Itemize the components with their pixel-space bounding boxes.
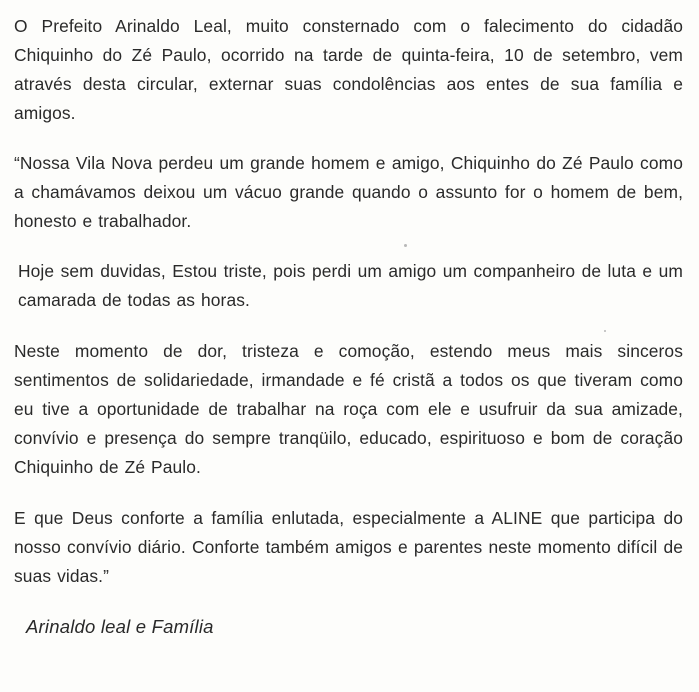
paragraph-quote-opening: “Nossa Vila Nova perdeu um grande homem e amigo, Chiquinho do Zé Paulo como a chamávamos deixou um vácuo grande quando o assunto for o homem de bem, honesto e trabalhador. [14, 153, 683, 231]
scan-speck [404, 244, 407, 247]
paragraph-announcement: O Prefeito Arinaldo Leal, muito consternado com o falecimento do cidadão Chiquinho do Zé Paulo, ocorrido na tarde de quinta-feira, 10 de setembro, vem através desta circular, externar suas condolências aos entes de sua família e amigos. [14, 16, 683, 123]
paragraph-closing-prayer: E que Deus conforte a família enlutada, especialmente a ALINE que participa do nosso convívio diário. Conforte também amigos e parentes neste momento difícil de suas vidas.” [14, 508, 683, 586]
scan-speck [604, 330, 606, 332]
signature: Arinaldo leal e Família [26, 616, 214, 637]
paragraph-condolences: Neste momento de dor, tristeza e comoção, estendo meus mais sinceros sentimentos de solidariedade, irmandade e fé cristã a todos os que tiveram como eu tive a oportunidade de trabalhar na roça com ele e usufruir da sua amizade, convívio e presença do sempre tranqüilo, educado, espirituoso e bom de coração Chiquinho de Zé Paulo. [14, 341, 683, 477]
paragraph-personal-sentiment: Hoje sem duvidas, Estou triste, pois perdi um amigo um companheiro de luta e um camarada de todas as horas. [18, 261, 683, 310]
